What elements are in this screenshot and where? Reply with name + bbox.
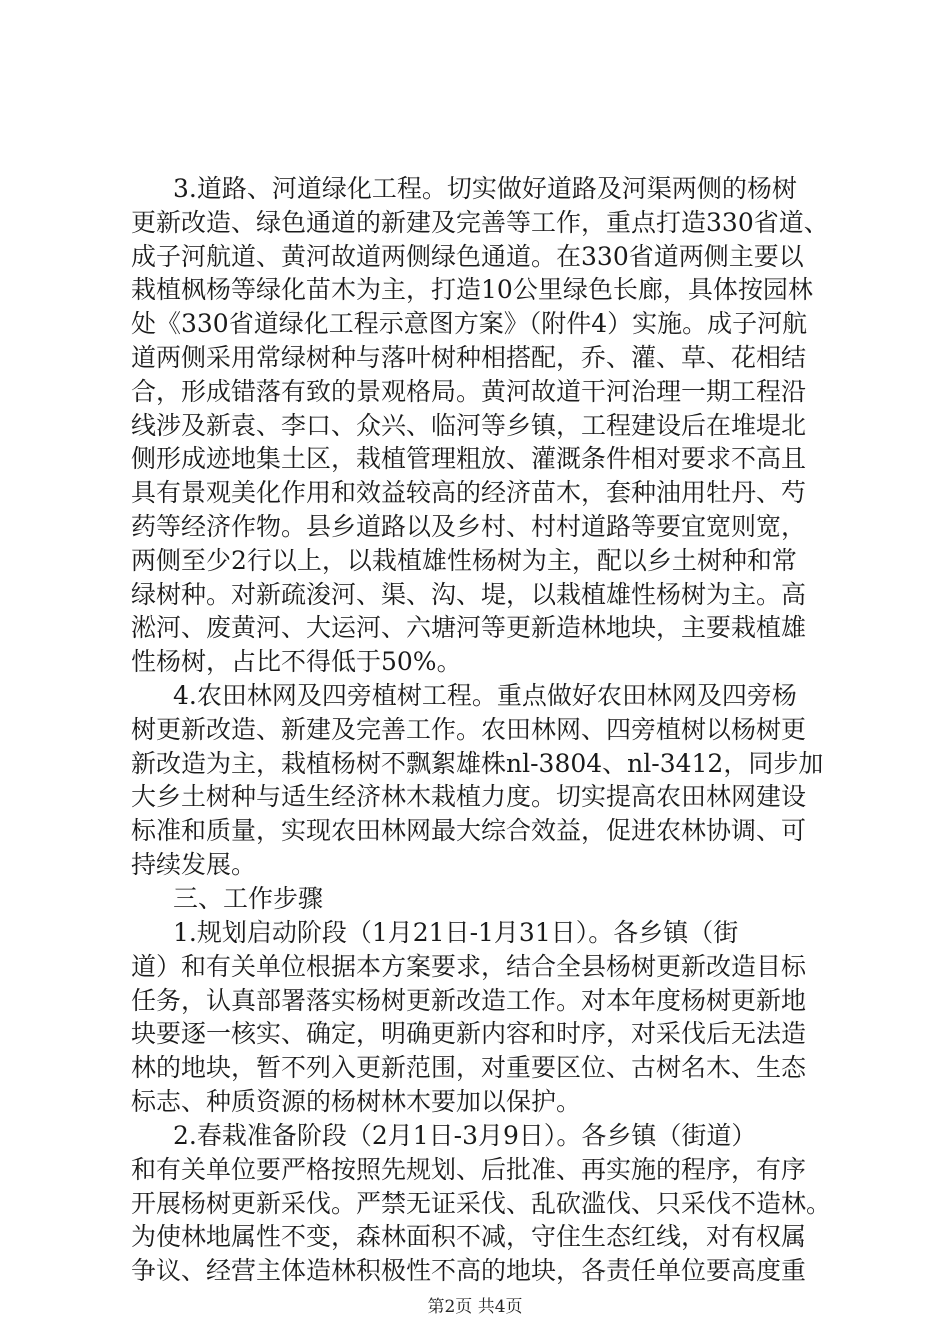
step-1-planning-line: 道）和有关单位根据本方案要求，结合全县杨树更新改造目标	[131, 952, 807, 981]
section-4-farmland-line: 新改造为主，栽植杨树不飘絮雄株nl-3804、nl-3412，同步加	[131, 749, 824, 778]
section-3-roads-rivers-line: 侧形成迹地集土区，栽植管理粗放、灌溉条件相对要求不高且	[131, 444, 807, 473]
step-2-spring-prep-line: 为使林地属性不变，森林面积不减，守住生态红线，对有权属	[131, 1222, 807, 1251]
page-footer: 第2页 共4页	[427, 1297, 523, 1317]
section-3-roads-rivers-line: 栽植枫杨等绿化苗木为主，打造10公里绿色长廊，具体按园林	[131, 275, 813, 304]
section-3-roads-rivers-line: 两侧至少2行以上，以栽植雄性杨树为主，配以乡土树种和常	[131, 546, 797, 575]
heading-work-steps-line: 三、工作步骤	[173, 884, 324, 913]
section-3-roads-rivers-line: 淞河、废黄河、大运河、六塘河等更新造林地块，主要栽植雄	[131, 613, 807, 642]
section-3-roads-rivers-line: 处《330省道绿化工程示意图方案》（附件4）实施。成子河航	[131, 309, 808, 338]
step-1-planning-line: 块要逐一核实、确定，明确更新内容和时序，对采伐后无法造	[131, 1019, 807, 1048]
section-3-roads-rivers-line: 成子河航道、黄河故道两侧绿色通道。在330省道两侧主要以	[131, 242, 804, 271]
step-1-planning-line: 任务，认真部署落实杨树更新改造工作。对本年度杨树更新地	[131, 986, 807, 1015]
section-4-farmland-line: 大乡土树种与适生经济林木栽植力度。切实提高农田林网建设	[131, 782, 807, 811]
step-2-spring-prep-line: 和有关单位要严格按照先规划、后批准、再实施的程序，有序	[131, 1155, 807, 1184]
step-1-planning-line: 1.规划启动阶段（1月21日-1月31日）。各乡镇（街	[173, 918, 739, 947]
section-3-roads-rivers-line: 性杨树，占比不得低于50%。	[131, 647, 462, 676]
section-3-roads-rivers-line: 绿树种。对新疏浚河、渠、沟、堤，以栽植雄性杨树为主。高	[131, 580, 807, 609]
section-4-farmland-line: 标准和质量，实现农田林网最大综合效益，促进农林协调、可	[131, 816, 807, 845]
section-3-roads-rivers-line: 线涉及新袁、李口、众兴、临河等乡镇，工程建设后在堆堤北	[131, 411, 807, 440]
section-4-farmland-line: 4.农田林网及四旁植树工程。重点做好农田林网及四旁杨	[173, 681, 797, 710]
section-3-roads-rivers-line: 具有景观美化作用和效益较高的经济苗木，套种油用牡丹、芍	[131, 478, 807, 507]
section-3-roads-rivers-line: 合，形成错落有致的景观格局。黄河故道干河治理一期工程沿	[131, 377, 807, 406]
step-1-planning-line: 林的地块，暂不列入更新范围，对重要区位、古树名木、生态	[131, 1053, 807, 1082]
section-4-farmland-line: 持续发展。	[131, 850, 257, 879]
section-3-roads-rivers-line: 药等经济作物。县乡道路以及乡村、村村道路等要宜宽则宽，	[131, 512, 807, 541]
step-1-planning-line: 标志、种质资源的杨树林木要加以保护。	[131, 1087, 582, 1116]
section-4-farmland-line: 树更新改造、新建及完善工作。农田林网、四旁植树以杨树更	[131, 715, 807, 744]
section-3-roads-rivers-line: 3.道路、河道绿化工程。切实做好道路及河渠两侧的杨树	[173, 174, 797, 203]
section-3-roads-rivers-line: 更新改造、绿色通道的新建及完善等工作，重点打造330省道、	[131, 208, 829, 237]
step-2-spring-prep-line: 开展杨树更新采伐。严禁无证采伐、乱砍滥伐、只采伐不造林。	[131, 1189, 832, 1218]
section-3-roads-rivers-line: 道两侧采用常绿树种与落叶树种相搭配，乔、灌、草、花相结	[131, 343, 807, 372]
step-2-spring-prep-line: 争议、经营主体造林积极性不高的地块，各责任单位要高度重	[131, 1256, 807, 1285]
step-2-spring-prep-line: 2.春栽准备阶段（2月1日-3月9日）。各乡镇（街道）	[173, 1121, 757, 1150]
